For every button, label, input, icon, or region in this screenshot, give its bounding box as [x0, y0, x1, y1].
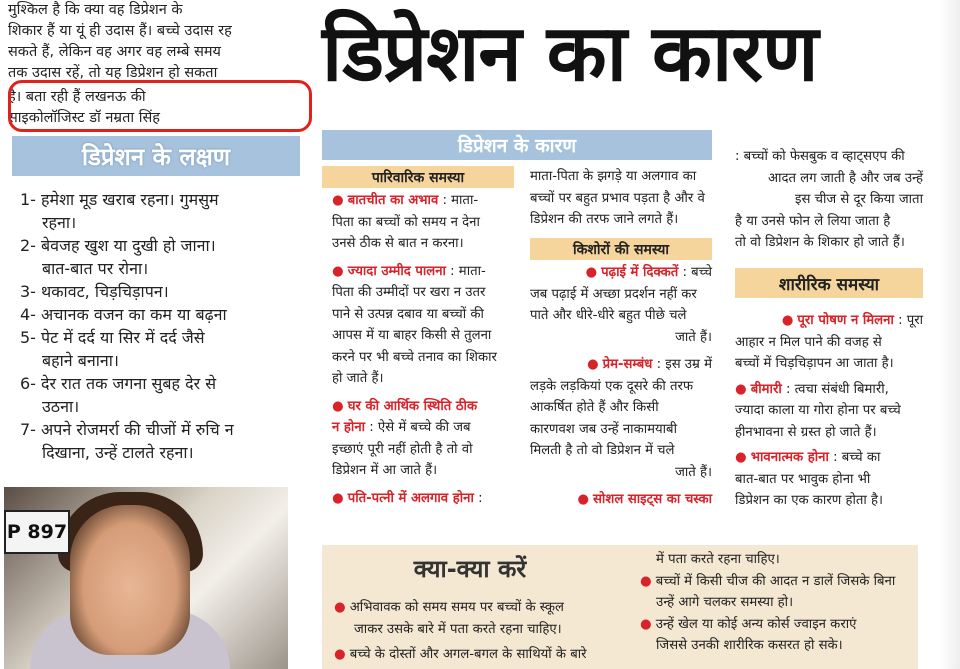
todo-text: उन्हें खेल या कोई अन्य कोर्स ज्वाइन कराएं — [655, 616, 857, 632]
cause-text: : पूरा — [898, 313, 923, 328]
page-edge — [940, 0, 960, 669]
symptom-item: बात-बात पर रोना। — [42, 259, 149, 278]
symptom-item: 6- देर रात तक जगना सुबह देर से — [20, 374, 217, 393]
cause-text: उनसे ठीक से बात न करना। — [332, 236, 464, 251]
cause-text: बात-बात पर भावुक होना भी — [735, 471, 871, 487]
cause-label: पूरा पोषण न मिलना — [797, 313, 894, 328]
intro-line-author: साइकोलॉजिस्ट डॉ नम्रता सिंह — [8, 110, 160, 126]
symptom-item: 2- बेवजह खुश या दुखी हो जाना। — [20, 236, 216, 255]
column-teen: ● पढ़ाई में दिक्कतें : बच्चे जब पढ़ाई में अच्छा प्रदर्शन नहीं कर पाते और धीरे-धीरे बहुत पीछे चले जाते हैं। ● प्रेम-सम्बंध : इस उम्र में लड़के लड़कियां एक दूसरे की तरफ आकर्षित होते हैं और किसी कारणवश जब उन्हें नाकामयाबी मिलती है तो वो डिप्रेशन में चले जाते हैं। ● सोशल साइट्स का चस्का — [530, 265, 712, 507]
cause-text: : बच्चों को फेसबुक व व्हाट्सएप की — [735, 149, 905, 164]
symptom-item: 1- हमेशा मूड खराब रहना। गुमसुम — [20, 190, 219, 209]
todo-heading: क्या-क्या करें — [413, 554, 527, 583]
cause-label: बीमारी — [750, 381, 782, 397]
red-highlight-circle — [8, 80, 312, 132]
symptom-item: बहाने बनाना। — [42, 351, 119, 370]
cause-text: है या उनसे फोन ले लिया जाता है — [735, 213, 891, 229]
symptoms-list — [20, 188, 305, 464]
cause-text: पाने से उत्पन्न दबाव या बच्चों की — [332, 306, 484, 322]
todo-right-list: में पता करते रहना चाहिए। ● बच्चों में किसी चीज की आदत न डालें जिसके बिना उन्हें आगे चलकर समस्या हो। ● उन्हें खेल या कोई अन्य कोर्स ज्वाइन कराएं जिससे उनकी शारीरिक कसरत हो सके। — [640, 549, 920, 657]
cause-text: : बच्चे का — [833, 450, 881, 465]
symptom-item: 7- अपने रोजमर्रा की चीजों में रुचि न — [20, 420, 234, 439]
cause-text: बच्चों में चिड़चिड़ापन आ जाता है। — [735, 356, 894, 371]
cause-label: बातचीत का अभाव — [347, 193, 439, 208]
cause-text: जाते हैं। — [675, 329, 712, 345]
todo-left-list: ● अभिवावक को समय समय पर बच्चों के स्कूल जाकर उसके बारे में पता करते रहना चाहिए। ● बच्चे के दोस्तों और अगल-बगल के साथियों के बारे — [334, 597, 634, 666]
cause-text: बच्चों पर बहुत प्रभाव पड़ता है और वे — [530, 190, 705, 206]
intro-line: मुश्किल है कि क्या वह डिप्रेशन के — [8, 2, 183, 18]
symptom-item: 4- अचानक वजन का कम या बढ़ना — [20, 305, 227, 324]
symptoms-heading: डिप्रेशन के लक्षण — [12, 136, 300, 176]
symptom-item: 5- पेट में दर्द या सिर में दर्द जैसे — [20, 328, 205, 347]
symptom-item: उठना। — [42, 397, 80, 416]
cause-text: इस चीज से दूर किया जाता — [795, 192, 923, 207]
cause-text: हो जाते हैं। — [332, 371, 384, 386]
cause-label: सोशल साइट्स का चस्का — [593, 492, 712, 507]
cause-text: पिता का बच्चों को समय न देना — [332, 214, 480, 230]
cause-label: पति-पत्नी में अलगाव होना — [347, 490, 474, 506]
cause-text: मिलती है तो वो डिप्रेशन में चले — [530, 443, 675, 458]
cause-text: हीनभावना से ग्रस्त हो जाते हैं। — [735, 424, 877, 440]
cause-text: : त्वचा संबंधी बिमारी, — [785, 381, 889, 397]
symptom-item: 3- थकावट, चिड़चिड़ापन। — [20, 282, 169, 301]
intro-line: तक उदास रहें, तो यह डिप्रेशन हो सकता — [8, 65, 218, 81]
cause-text: करने पर भी बच्चे तनाव का शिकार — [332, 349, 497, 365]
cause-label: न होना — [332, 420, 366, 435]
cause-text: डिप्रेशन का एक कारण होता है। — [735, 493, 884, 508]
physical-problem-heading: शारीरिक समस्या — [735, 268, 923, 298]
cause-text: : — [478, 490, 483, 506]
cause-text: पाते और धीरे-धीरे बहुत पीछे चले — [530, 308, 687, 323]
cause-text: : इस उम्र में — [656, 357, 712, 372]
cause-text: जाते हैं। — [675, 464, 712, 480]
cause-text: पिता की उम्मीदों पर खरा न उतर — [332, 285, 486, 300]
cause-label: घर की आर्थिक स्थिति ठीक — [347, 398, 478, 414]
cause-text: जब पढ़ाई में अच्छा प्रदर्शन नहीं कर — [530, 286, 697, 302]
cause-text: आकर्षित होते हैं और किसी — [530, 400, 659, 415]
intro-line: सकते हैं, लेकिन वह अगर वह लम्बे समय — [8, 44, 221, 60]
todo-text: अभिवावक को समय समय पर बच्चों के स्कूल — [349, 600, 564, 615]
main-headline: डिप्रेशन का कारण — [322, 8, 818, 99]
license-plate: P 897 — [4, 510, 70, 554]
cause-text: आदत लग जाती है और जब उन्हें — [767, 170, 923, 186]
cause-label: भावनात्मक होना — [750, 450, 829, 465]
todo-text: जाकर उसके बारे में पता करते रहना चाहिए। — [354, 621, 562, 637]
family-problem-heading: पारिवारिक समस्या — [322, 166, 514, 188]
cause-text: आहार न मिल पाने की वजह से — [735, 334, 882, 350]
column-physical: ● पूरा पोषण न मिलना : पूरा आहार न मिल पाने की वजह से बच्चों में चिड़चिड़ापन आ जाता है। ● बीमारी : त्वचा संबंधी बिमारी, ज्यादा काला या गोरा होना पर बच्चे हीनभावना से ग्रस्त हो जाते हैं। ● भावनात्मक होना : बच्चे का बात-बात पर भावुक होना भी डिप्रेशन का एक कारण होता है। — [735, 310, 923, 512]
cause-text: डिप्रेशन में आ जाते हैं। — [332, 463, 438, 478]
cause-text: डिप्रेशन की तरफ जाने लगते हैं। — [530, 212, 679, 227]
cause-text: : बच्चे — [682, 265, 712, 280]
column-family: ● बातचीत का अभाव : माता- पिता का बच्चों को समय न देना उनसे ठीक से बात न करना। ● ज्यादा उम्मीद पालना : माता- पिता की उम्मीदों पर खरा न उतर पाने से उत्पन्न दबाव या बच्चों की आपस में या बाहर किसी से तुलना करने पर भी बच्चे तनाव का शिकार हो जाते हैं। ● घर की आर्थिक स्थिति ठीक न होना : ऐसे में बच्चे की जब इच्छाएं पूरी नहीं होती है तो वो डिप्रेशन में आ जाते हैं। ● पति-पत्नी में अलगाव होना : — [332, 190, 512, 509]
symptom-item: रहना। — [42, 213, 77, 232]
cause-text: तो वो डिप्रेशन के शिकार हो जाते हैं। — [735, 235, 905, 250]
cause-text: ज्यादा काला या गोरा होना पर बच्चे — [735, 403, 901, 418]
child-photo-face — [70, 505, 190, 655]
intro-line: शिकार हैं या यूं ही उदास हैं। बच्चे उदास रह — [8, 23, 232, 39]
cause-text: माता-पिता के झगड़े या अलगाव का — [530, 169, 697, 184]
column-teen-top — [530, 166, 712, 231]
cause-label: प्रेम-सम्बंध — [602, 357, 653, 372]
teen-problem-heading: किशोरों की समस्या — [530, 238, 712, 260]
todo-text: बच्चे के दोस्तों और अगल-बगल के साथियों के बारे — [349, 647, 587, 662]
causes-heading: डिप्रेशन के कारण — [322, 130, 712, 160]
cause-text: : माता- — [442, 193, 479, 208]
symptom-item: दिखाना, उन्हें टालते रहना। — [42, 443, 194, 462]
cause-label: ज्यादा उम्मीद पालना — [347, 263, 446, 279]
cause-text: आपस में या बाहर किसी से तुलना — [332, 328, 492, 343]
cause-label: पढ़ाई में दिक्कतें — [601, 265, 679, 280]
cause-text: : ऐसे में बच्चे की जब — [369, 420, 471, 435]
cause-text: लड़के लड़कियां एक दूसरे की तरफ — [530, 378, 694, 394]
cause-text: इच्छाएं पूरी नहीं होती है तो वो — [332, 441, 473, 457]
intro-line: है। बता रही हैं लखनऊ की — [8, 89, 146, 105]
cause-text: : माता- — [450, 263, 486, 279]
cause-text: कारणवश जब उन्हें नाकामयाबी — [530, 421, 678, 437]
column-social-continued — [735, 146, 923, 254]
todo-text: में पता करते रहना चाहिए। — [656, 552, 780, 567]
todo-text: बच्चों में किसी चीज की आदत न डालें जिसके बिना — [655, 573, 896, 589]
todo-text: उन्हें आगे चलकर समस्या हो। — [656, 595, 794, 610]
todo-text: जिससे उनकी शारीरिक कसरत हो सके। — [656, 638, 843, 653]
